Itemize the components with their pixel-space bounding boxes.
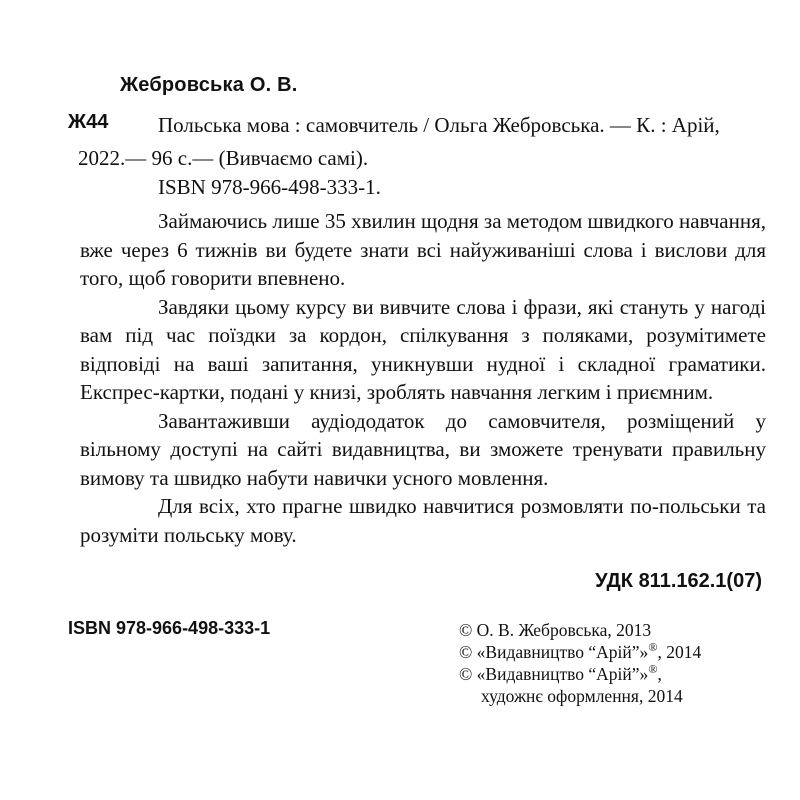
copyright-design-suffix: , xyxy=(657,664,662,684)
copyright-publisher xyxy=(459,641,779,663)
abstract-paragraph: Завдяки цьому курсу ви вивчите слова і фрази, які стануть у нагоді вам під час поїздки за кордон, спілкування з поляками, розумітимете відповіді на ваші запитання, уникнувши нудної і складної граматики. Експрес-картки, подані у книзі, зроблять навчання легким і приємним. xyxy=(80,294,766,404)
registered-mark: ® xyxy=(648,640,658,655)
copyright-block xyxy=(459,619,779,707)
copyright-publisher-name: © «Видавництво “Арій”» xyxy=(459,642,649,662)
bibliographic-description: Польська мова : самовчитель / Ольга Жебровська. — К. : Арій, 2022.— 96 с.— (Вивчаємо самі). xyxy=(78,113,720,170)
abstract-paragraph: Займаючись лише 35 хвилин щодня за методом швидкого навчання, вже через 6 тижнів ви будете знати всі найуживаніші слова і вислови для того, щоб говорити впевнено. xyxy=(80,209,766,290)
abstract-paragraph: Завантаживши аудіододаток до самовчителя, розміщений у вільному доступі на сайті видавництва, ви зможете тренувати правильну вимову та швидко набути навички усного мовлення. xyxy=(80,408,766,490)
copyright-design-note: художнє оформлення, 2014 xyxy=(481,686,683,706)
registered-mark: ® xyxy=(648,662,658,677)
udk-code: УДК 811.162.1(07) xyxy=(595,570,762,592)
copyright-design-name: © «Видавництво “Арій”» xyxy=(459,664,649,684)
author-heading: Жебровська О. В. xyxy=(120,74,298,96)
copyright-design xyxy=(459,663,779,685)
copyright-publisher-year: , 2014 xyxy=(657,642,702,662)
isbn-line: ISBN 978-966-498-333-1. xyxy=(158,175,381,199)
copyright-author: © О. В. Жебровська, 2013 xyxy=(459,620,652,640)
classification-code: Ж44 xyxy=(68,111,109,133)
isbn-bottom: ISBN 978-966-498-333-1 xyxy=(68,618,271,638)
abstract-paragraph: Для всіх, хто прагне швидко навчитися розмовляти по-польськи та розуміти польську мову. xyxy=(80,494,766,547)
abstract xyxy=(80,207,766,549)
